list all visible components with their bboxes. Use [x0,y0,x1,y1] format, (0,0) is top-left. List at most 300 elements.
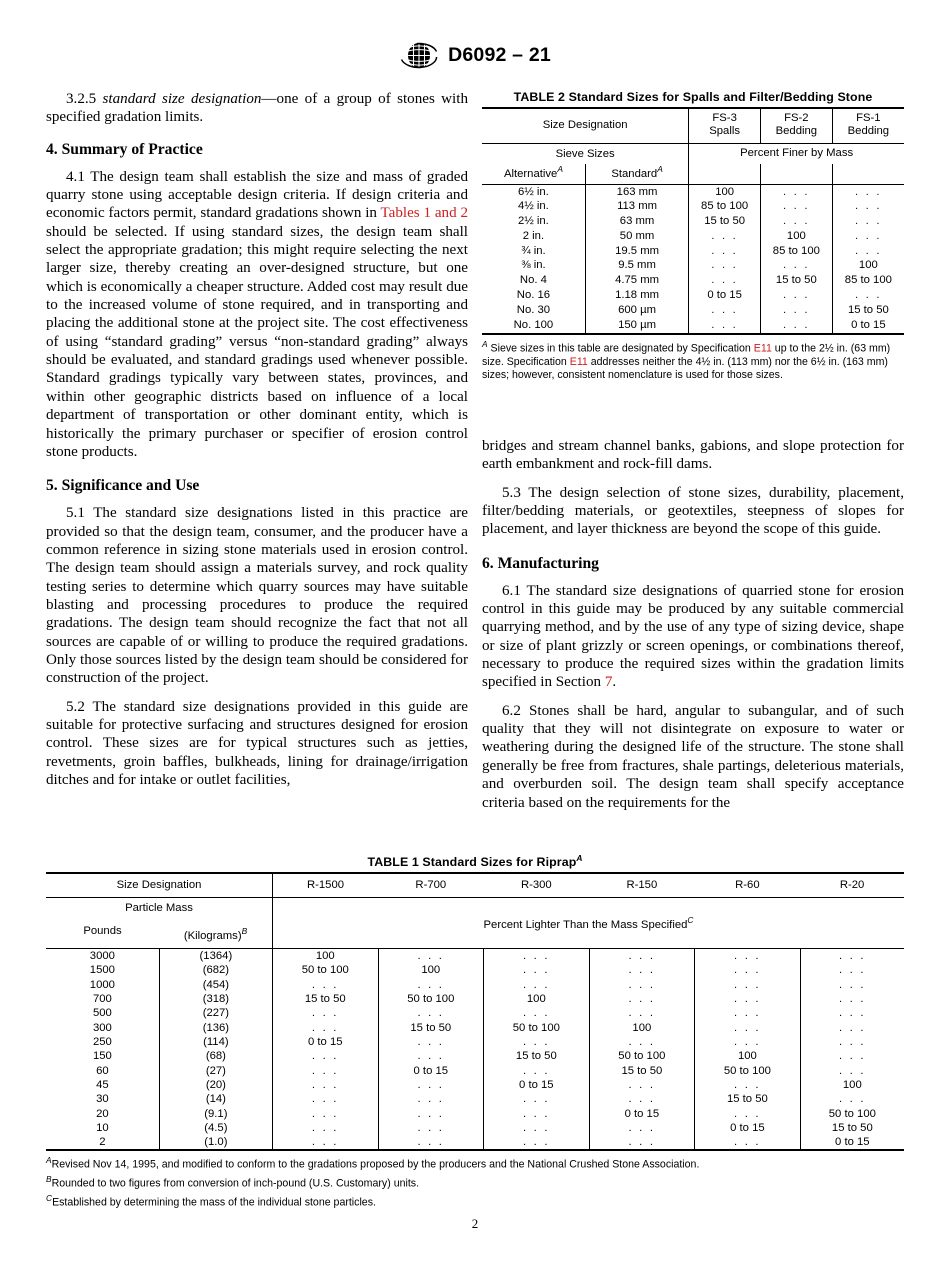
cell-r-1500-value [273,1006,379,1020]
no-data-dots: . . . [734,993,761,1006]
paragraph-5-2-continued: bridges and stream channel banks, gabions, and slope protection for earth embankment and rock-fill dams. [482,438,904,473]
table-1-container [46,853,904,1210]
table-2-col-header-fs1 [832,108,904,143]
table-row [482,274,904,289]
table-1-percent-lighter-header [273,898,905,949]
cell-r-20-value [800,963,904,977]
table-2-col-header-fs1-line1: FS-1 [856,112,881,124]
table-2-header-row-1 [482,108,904,143]
cell-r-20-value: 0 to 15 [800,1135,904,1150]
cell-r-300-value [484,1092,590,1106]
cell-r-60-value: 0 to 15 [695,1121,801,1135]
cell-r-300-value [484,978,590,992]
term-standard-size-designation: standard size designation [102,91,262,107]
table-row [482,288,904,303]
no-data-dots: . . . [417,978,445,991]
cell-r-20-value: 50 to 100 [800,1107,904,1121]
cell-mass-kilograms: (227) [159,1006,272,1020]
no-data-dots: . . . [855,244,882,257]
cell-r-300-value: 100 [484,992,590,1006]
no-data-dots: . . . [522,1136,550,1149]
cell-r-60-value [695,978,801,992]
cell-mass-pounds: 20 [96,1107,109,1120]
no-data-dots: . . . [311,1107,339,1120]
cell-alternative-size: No. 4 [519,274,547,287]
cell-r-700-value: 50 to 100 [378,992,484,1006]
cell-fs1-value [832,229,904,244]
no-data-dots: . . . [838,1021,866,1034]
cell-fs1-value: 100 [832,259,904,274]
cell-mass-pounds: 3000 [46,948,159,963]
cell-alternative-size: No. 30 [516,303,551,316]
cell-r-150-value: 100 [589,1021,695,1035]
document-header [0,42,950,69]
cell-r-20-value [800,948,904,963]
cell-r-1500-value [273,1107,379,1121]
cell-mass-kilograms: (9.1) [159,1107,272,1121]
cell-r-300-value [484,963,590,977]
no-data-dots: . . . [734,950,761,963]
paragraph-6-1-part-b: . [612,674,617,691]
table-2-footnote-a [482,338,904,383]
no-data-dots: . . . [417,1078,445,1091]
no-data-dots: . . . [628,993,656,1006]
table-row [482,303,904,318]
table-2-col-header-fs2-line1: FS-2 [784,112,809,124]
table-2-col-header-fs2-line2: Bedding [775,125,818,138]
cell-fs3-value [689,274,761,289]
table-1-kilograms-text: (Kilograms) [183,929,242,942]
table-row [482,244,904,259]
table-1-col-header-r1500: R-1500 [273,873,379,898]
cell-fs1-value: 0 to 15 [832,318,904,334]
table-1-header-row-2 [46,898,904,949]
table-2-col-header-fs1-line2: Bedding [847,125,890,138]
cell-mass-pounds: 1500 [89,964,115,977]
table-row [46,1035,904,1049]
cell-r-300-value [484,1006,590,1020]
no-data-dots: . . . [522,1064,550,1077]
link-tables-1-and-2[interactable]: Tables 1 and 2 [380,205,469,222]
no-data-dots: . . . [838,1050,866,1063]
table-2-header-row-2 [482,143,904,164]
table-row [46,963,904,977]
cell-standard-size: 600 µm [585,303,688,318]
table-row [482,259,904,274]
cell-standard-size: 9.5 mm [585,259,688,274]
table-1-header-row-1 [46,873,904,898]
cell-r-700-value [378,1092,484,1106]
cell-r-20-value: 100 [800,1078,904,1092]
table-1-footnote-text-c: Established by determining the mass of the individual stone particles. [52,1196,376,1209]
cell-fs1-value [832,288,904,303]
cell-mass-pounds: 500 [92,1007,112,1020]
no-data-dots: . . . [311,1050,339,1063]
cell-mass-kilograms: (14) [159,1092,272,1106]
no-data-dots: . . . [783,318,810,331]
no-data-dots: . . . [838,1093,866,1106]
table-row [46,1121,904,1135]
no-data-dots: . . . [628,1093,656,1106]
table-1 [46,872,904,1151]
cell-r-60-value: 50 to 100 [695,1064,801,1078]
no-data-dots: . . . [783,200,810,213]
table-2-sieve-sizes-label: Sieve Sizes [555,148,615,161]
table-1-percent-lighter-label: Percent Lighter Than the Mass Specified [483,918,688,931]
table-1-col-header-r60: R-60 [695,873,801,898]
cell-r-1500-value [273,1021,379,1035]
table-row [46,1064,904,1078]
cell-fs2-value: 100 [760,229,832,244]
link-specification-e11-b[interactable]: E11 [569,355,588,368]
table-2-container [482,90,904,383]
no-data-dots: . . . [734,1036,761,1048]
cell-fs2-value [760,184,832,199]
cell-mass-kilograms: (1.0) [159,1135,272,1150]
table-2-spacer-1 [689,164,761,184]
no-data-dots: . . . [734,1021,761,1034]
no-data-dots: . . . [311,1021,339,1034]
cell-r-1500-value [273,1049,379,1063]
no-data-dots: . . . [711,229,738,242]
no-data-dots: . . . [734,1136,761,1149]
paragraph-6-1-part-a: 6.1 The standard size designations of quarried stone for erosion control in this guide may be produced by any suitable commercial quarrying method, and by the use of any type of sizing device, shape or size of plant grizzly or screen openings, or combinations thereof, necessary to produce the required sizes within the gradation limits specified in Section [482,582,904,691]
cell-fs3-value: 85 to 100 [689,200,761,215]
cell-standard-size: 1.18 mm [585,288,688,303]
page-number: 2 [471,1216,479,1231]
no-data-dots: . . . [711,274,738,287]
cell-r-1500-value: 100 [273,948,379,963]
cell-mass-pounds: 250 [92,1036,112,1048]
cell-r-300-value: 50 to 100 [484,1021,590,1035]
cell-r-700-value [378,1135,484,1150]
paragraph-6-2: 6.2 Stones shall be hard, angular to subangular, and of such quality that they will not disintegrate on exposure to water or weathering during the designed life of the structure. The stone shall generally be free from fractures, shale partings, deleterious materials, and overburden soil. The design team shall specify acceptance criteria based on the requirements for the [482,702,904,811]
no-data-dots: . . . [628,1007,656,1020]
paragraph-4-1-part-b: should be selected. If using standard sizes, the design team shall select the appropriate gradation; this might require selecting the next larger size, thereby creating an over-designed structure, but one which is economically a cheaper structure. Added cost may result due to the increased volume of stone required, and in transporting and placing the additional stone at the project site. The cost effectiveness of using “standard grading” versus “non-standard grading” always should be evaluated, and standard gradings used whenever possible. Standard gradings typically vary between states, provinces, and within other geographic districts based on influence of a local department of transportation or other dominant entity, which is historically the primary purchaser or specifier of erosion control stone products. [46,223,468,460]
no-data-dots: . . . [734,1107,761,1120]
cell-alternative-size: ¾ in. [521,244,546,257]
no-data-dots: . . . [311,1078,339,1091]
table-1-footnotes [46,1154,904,1210]
table-1-title-footnote-ref: A [576,853,583,863]
table-2 [482,107,904,335]
table-1-footnote-marker-b: B [46,1174,52,1185]
table-1-footnote-marker-c: C [46,1193,53,1204]
cell-r-150-value [589,1078,695,1092]
cell-r-1500-value [273,1064,379,1078]
no-data-dots: . . . [311,978,339,991]
cell-fs1-value [832,215,904,230]
paragraph-5-1: 5.1 The standard size designations listed in this practice are provided so that the design team, consumer, and the producer have a common reference in sizing stone materials used in erosion control. The design team should assign a materials survey, and rock quality testing series to determine which quarry sources may have suitable blasting and processing procedures to produce the required gradations. The design team should recognize the fact that not all sources are capable of or willing to produce the required gradations. Only those sources listed by the design team should be considered for construction of the project. [46,505,468,687]
table-2-size-designation-header: Size Designation [482,108,689,143]
no-data-dots: . . . [783,259,810,272]
table-2-header-row-3 [482,164,904,184]
heading-section-6: 6. Manufacturing [482,554,599,572]
cell-standard-size: 113 mm [585,200,688,215]
no-data-dots: . . . [783,215,810,228]
footnote-ref-a2: A [657,164,663,175]
table-2-col-header-fs2 [760,108,832,143]
cell-fs3-value [689,244,761,259]
table-2-percent-finer-label: Percent Finer by Mass [740,146,854,159]
cell-r-150-value [589,978,695,992]
table-row [46,1135,904,1150]
cell-fs3-value: 15 to 50 [689,215,761,230]
cell-r-300-value: 0 to 15 [484,1078,590,1092]
cell-r-60-value [695,1035,801,1049]
cell-r-300-value [484,1035,590,1049]
cell-r-300-value [484,948,590,963]
footnote-ref-a: A [557,164,563,175]
cell-r-60-value [695,1107,801,1121]
no-data-dots: . . . [417,1093,445,1106]
table-1-footnote-text-a: Revised Nov 14, 1995, and modified to conform to the gradations proposed by the producers and the National Crushed Stone Association. [51,1159,700,1172]
paragraph-4-1 [46,168,468,462]
cell-r-700-value [378,978,484,992]
cell-mass-kilograms: (4.5) [159,1121,272,1135]
cell-mass-pounds: 150 [92,1050,112,1063]
no-data-dots: . . . [855,215,882,228]
cell-r-20-value [800,1006,904,1020]
cell-r-1500-value [273,1092,379,1106]
cell-mass-kilograms: (136) [159,1021,272,1035]
cell-r-150-value [589,963,695,977]
cell-mass-kilograms: (682) [159,963,272,977]
table-row [46,1049,904,1063]
no-data-dots: . . . [838,1007,866,1020]
cell-r-150-value: 0 to 15 [589,1107,695,1121]
table-1-particle-mass-block [46,898,272,948]
table-1-mass-subheaders [46,924,272,944]
cell-r-60-value: 100 [695,1049,801,1063]
cell-mass-kilograms: (68) [159,1049,272,1063]
cell-r-150-value [589,1135,695,1150]
no-data-dots: . . . [711,318,738,331]
heading-section-4: 4. Summary of Practice [46,140,203,158]
cell-fs3-value: 0 to 15 [689,288,761,303]
document-id: D6092 – 21 [448,44,551,66]
table-row [46,1092,904,1106]
no-data-dots: . . . [522,978,550,991]
cell-r-1500-value [273,1078,379,1092]
cell-alternative-size: 2 in. [522,229,545,242]
cell-r-60-value: 15 to 50 [695,1092,801,1106]
table-2-standard-label: Standard [611,167,658,180]
cell-fs2-value [760,215,832,230]
no-data-dots: . . . [311,1121,339,1134]
paragraph-5-3: 5.3 The design selection of stone sizes, durability, placement, filter/bedding materials, or geotextiles, steepness of slopes for placement, and layer thickness are beyond the scope of this guide. [482,484,904,538]
cell-r-700-value [378,1049,484,1063]
no-data-dots: . . . [522,964,550,977]
cell-mass-kilograms: (114) [159,1035,272,1049]
table-1-particle-mass-label: Particle Mass [125,902,193,915]
no-data-dots: . . . [628,1078,656,1091]
no-data-dots: . . . [855,229,882,242]
cell-r-150-value [589,1006,695,1020]
table-1-col-header-r20: R-20 [800,873,904,898]
no-data-dots: . . . [628,1136,656,1149]
table-2-footnote-text-1: Sieve sizes in this table are designated by Specification [487,342,754,355]
cell-fs2-value [760,288,832,303]
cell-r-700-value: 15 to 50 [378,1021,484,1035]
cell-r-150-value [589,948,695,963]
cell-mass-kilograms: (20) [159,1078,272,1092]
no-data-dots: . . . [417,1107,445,1120]
table-2-alternative-label: Alternative [503,167,558,180]
table-1-col-header-r700: R-700 [378,873,484,898]
cell-r-700-value [378,1121,484,1135]
cell-alternative-size: 4½ in. [518,200,549,213]
cell-fs3-value: 100 [689,184,761,199]
no-data-dots: . . . [522,1107,550,1120]
cell-r-60-value [695,948,801,963]
cell-standard-size: 63 mm [585,215,688,230]
cell-mass-pounds: 300 [92,1021,112,1034]
cell-r-20-value [800,978,904,992]
cell-r-20-value [800,1092,904,1106]
no-data-dots: . . . [734,1078,761,1091]
table-1-col-header-r300: R-300 [484,873,590,898]
paragraph-6-1 [482,582,904,692]
astm-logo-icon [399,42,439,69]
table-row [482,229,904,244]
link-specification-e11-a[interactable]: E11 [753,342,772,355]
table-2-percent-finer-header [689,143,904,164]
cell-r-60-value [695,1021,801,1035]
cell-mass-kilograms: (454) [159,978,272,992]
no-data-dots: . . . [311,1093,339,1106]
cell-r-1500-value: 50 to 100 [273,963,379,977]
no-data-dots: . . . [628,1121,656,1134]
right-column [482,437,904,812]
cell-r-300-value [484,1107,590,1121]
cell-r-1500-value: 0 to 15 [273,1035,379,1049]
no-data-dots: . . . [417,1121,445,1134]
cell-mass-kilograms: (1364) [159,948,272,963]
no-data-dots: . . . [838,1064,866,1077]
paragraph-4-1-part-a: 4.1 The design team shall establish the size and mass of graded quarry stone using acceptable design criteria. If design criteria and economic factors permit, standard gradations shown in [46,168,468,222]
table-2-col-header-fs3 [689,108,761,143]
table-row [46,978,904,992]
no-data-dots: . . . [522,1093,550,1106]
cell-r-150-value [589,992,695,1006]
cell-r-20-value [800,1021,904,1035]
cell-r-20-value [800,1035,904,1049]
table-1-footnote-c [46,1192,904,1210]
link-section-7[interactable]: 7 [604,674,613,691]
table-2-spacer-3 [832,164,904,184]
no-data-dots: . . . [711,259,738,272]
no-data-dots: . . . [734,964,761,977]
no-data-dots: . . . [628,978,656,991]
cell-r-300-value [484,1135,590,1150]
paragraph-5-2: 5.2 The standard size designations provided in this guide are suitable for protective surfacing and structures designed for erosion control. These sizes are for typical structures such as jetties, revetments, groin baffles, bulkheads, lining for drainage/irrigation ditches and for intake or outlet facilities, [46,698,468,788]
cell-alternative-size: 2½ in. [518,215,549,228]
cell-fs2-value: 15 to 50 [760,274,832,289]
cell-mass-pounds: 700 [92,993,112,1006]
cell-mass-pounds: 45 [96,1078,109,1091]
cell-r-1500-value: 15 to 50 [273,992,379,1006]
no-data-dots: . . . [855,289,882,302]
table-2-sub-header-alternative [482,164,585,184]
table-2-sub-header-standard [585,164,688,184]
table-1-body [46,948,904,1150]
cell-mass-pounds: 1000 [89,978,115,991]
cell-r-20-value [800,1064,904,1078]
cell-alternative-size: 6½ in. [482,184,585,199]
table-1-col-header-r150: R-150 [589,873,695,898]
no-data-dots: . . . [838,1036,866,1048]
table-2-footnote-text-2: up to the 2½ in. (63 mm) size. Specification [482,342,891,368]
cell-r-700-value [378,948,484,963]
table-row [46,1006,904,1020]
no-data-dots: . . . [311,1064,339,1077]
table-1-title-text: TABLE 1 Standard Sizes for Riprap [367,855,577,870]
paragraph-3-2-5 [46,90,468,127]
table-row [46,1078,904,1092]
no-data-dots: . . . [628,1036,656,1048]
table-1-size-designation-header: Size Designation [46,873,273,898]
table-1-particle-mass-header [46,898,273,949]
cell-fs2-value: 85 to 100 [760,244,832,259]
cell-fs3-value [689,303,761,318]
cell-r-60-value [695,1078,801,1092]
cell-standard-size: 4.75 mm [585,274,688,289]
cell-r-20-value: 15 to 50 [800,1121,904,1135]
cell-r-60-value [695,1006,801,1020]
cell-r-20-value [800,992,904,1006]
cell-r-20-value [800,1049,904,1063]
cell-standard-size: 50 mm [585,229,688,244]
no-data-dots: . . . [628,950,656,963]
no-data-dots: . . . [783,303,810,316]
cell-r-60-value [695,963,801,977]
cell-r-300-value: 15 to 50 [484,1049,590,1063]
cell-mass-pounds: 2 [46,1135,159,1150]
cell-r-300-value [484,1064,590,1078]
no-data-dots: . . . [417,1050,445,1063]
footnote-ref-b: B [241,926,248,937]
no-data-dots: . . . [522,1007,550,1020]
cell-fs3-value [689,318,761,334]
definition-text: —one of a group of stones with specified gradation limits. [46,91,468,126]
cell-r-1500-value [273,1121,379,1135]
table-row [482,215,904,230]
cell-fs1-value: 15 to 50 [832,303,904,318]
table-1-footnote-b [46,1173,904,1191]
cell-fs1-value: 85 to 100 [832,274,904,289]
cell-alternative-size: No. 100 [482,318,585,334]
cell-r-150-value [589,1121,695,1135]
no-data-dots: . . . [838,978,866,991]
cell-r-150-value [589,1092,695,1106]
cell-r-60-value [695,1135,801,1150]
no-data-dots: . . . [522,1121,550,1134]
cell-standard-size: 150 µm [585,318,688,334]
cell-r-300-value [484,1121,590,1135]
cell-r-1500-value [273,978,379,992]
no-data-dots: . . . [838,993,866,1006]
table-row [46,948,904,963]
cell-fs1-value [832,184,904,199]
no-data-dots: . . . [522,1036,550,1048]
cell-mass-kilograms: (27) [159,1064,272,1078]
table-2-footnote-text-3: addresses neither the 4½ in. (113 mm) nor the 6½ in. (163 mm) sizes; however, consistent nomenclature is used for those sizes. [482,355,888,382]
table-row [46,992,904,1006]
no-data-dots: . . . [734,978,761,991]
table-1-kilograms-label [159,924,272,944]
table-2-col-header-fs3-line2: Spalls [709,125,740,138]
